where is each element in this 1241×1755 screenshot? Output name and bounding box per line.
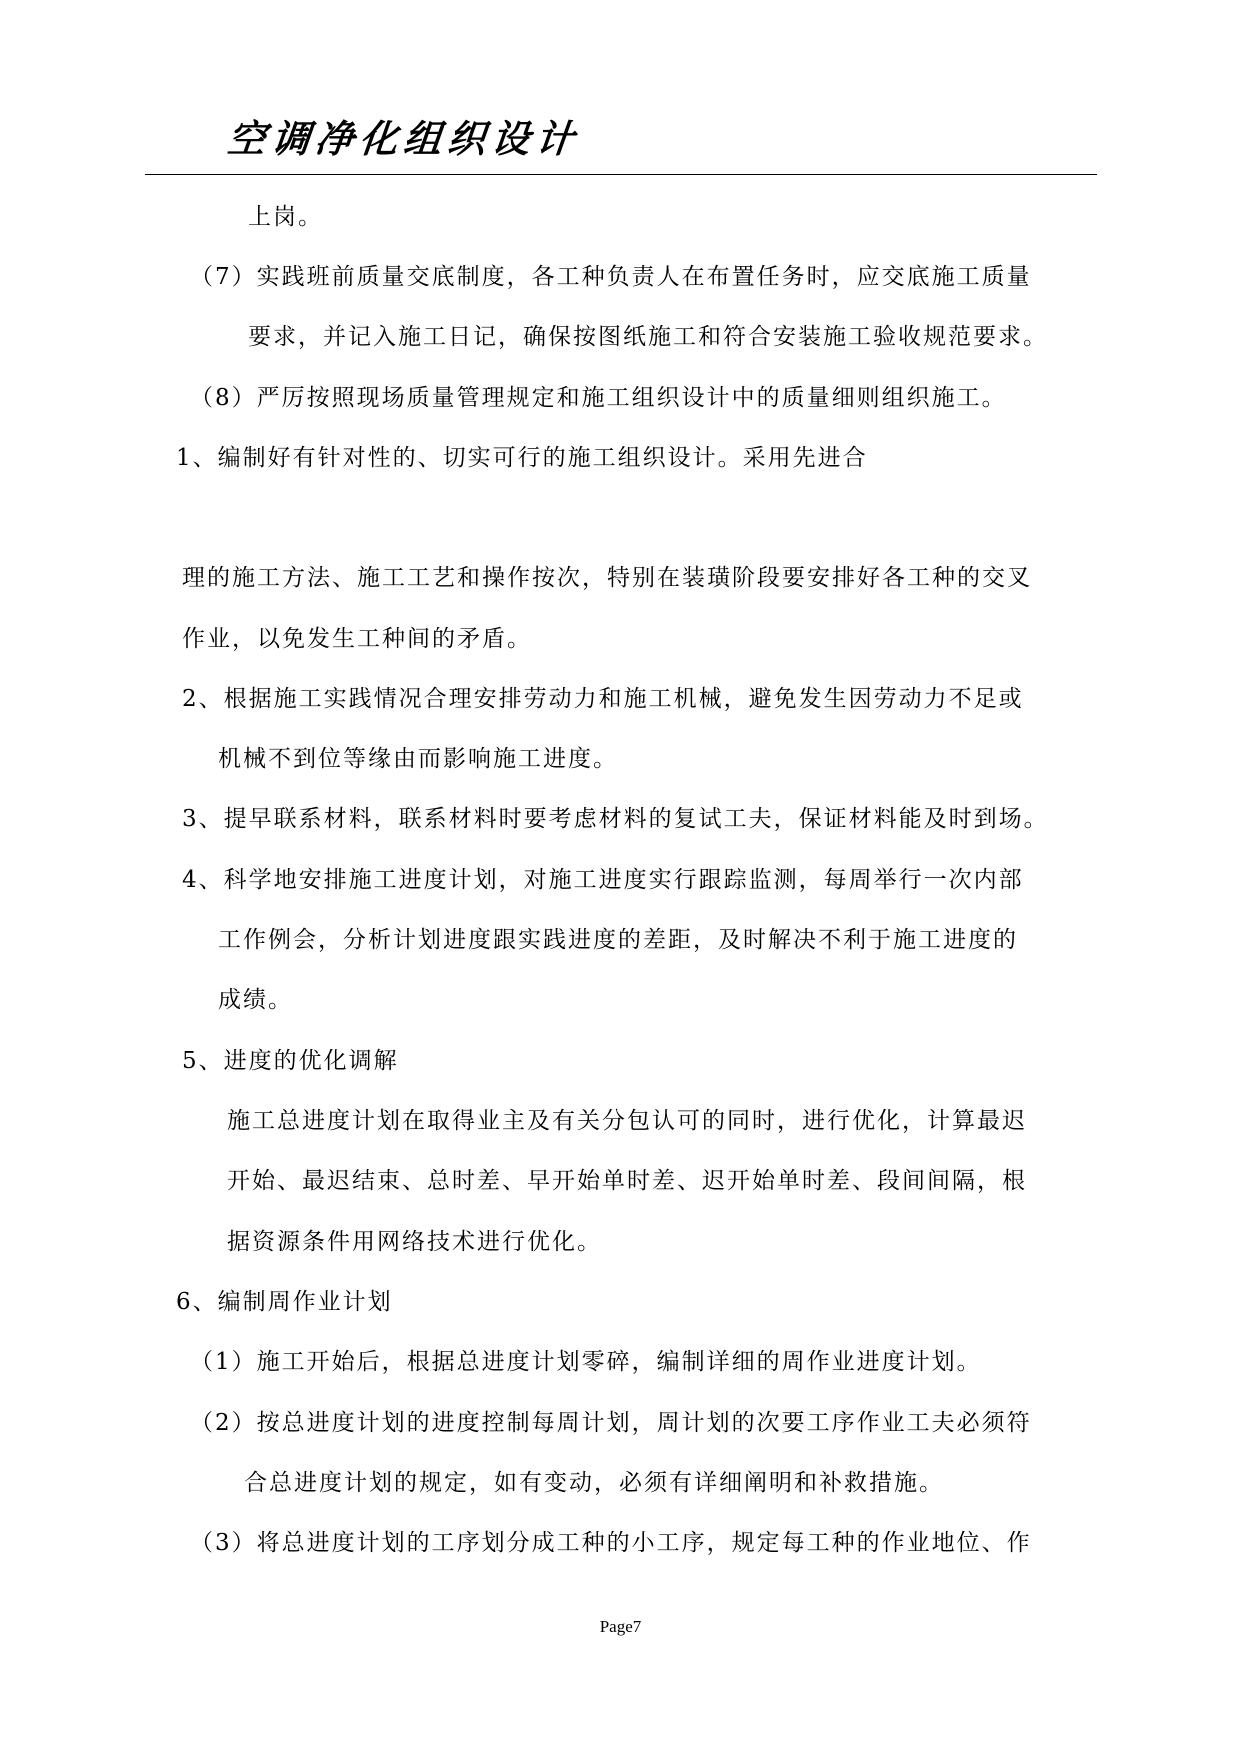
body-line: 2、根据施工实践情况合理安排劳动力和施工机械，避免发生因劳动力不足或: [182, 686, 1024, 712]
body-line: 要求，并记入施工日记，确保按图纸施工和符合安装施工验收规范要求。: [248, 324, 1048, 350]
body-line: （3）将总进度计划的工序划分成工种的小工序，规定每工种的作业地位、作: [190, 1530, 1032, 1556]
body-line: （1）施工开始后，根据总进度计划零碎，编制详细的周作业进度计划。: [190, 1349, 982, 1375]
body-line: 作业，以免发生工种间的矛盾。: [182, 626, 532, 652]
body-line: （8）严厉按照现场质量管理规定和施工组织设计中的质量细则组织施工。: [190, 385, 1007, 411]
body-line: （7）实践班前质量交底制度，各工种负责人在布置任务时，应交底施工质量: [190, 264, 1032, 290]
body-line: 施工总进度计划在取得业主及有关分包认可的同时，进行优化，计算最迟: [227, 1108, 1027, 1134]
body-line: 理的施工方法、施工工艺和操作按次，特别在装璜阶段要安排好各工种的交叉: [182, 565, 1032, 591]
body-line: 5、进度的优化调解: [182, 1048, 399, 1074]
body-line: 6、编制周作业计划: [176, 1289, 393, 1315]
body-line: 上岗。: [248, 204, 323, 230]
body-line: 开始、最迟结束、总时差、早开始单时差、迟开始单时差、段间间隔，根: [227, 1168, 1027, 1194]
body-line: 机械不到位等缘由而影响施工进度。: [218, 746, 618, 772]
page-header-title: 空调净化组织设计: [225, 117, 582, 161]
body-line: 工作例会，分析计划进度跟实践进度的差距，及时解决不利于施工进度的: [218, 927, 1018, 953]
body-line: 4、科学地安排施工进度计划，对施工进度实行跟踪监测，每周举行一次内部: [182, 867, 1024, 893]
body-line: 成绩。: [218, 987, 293, 1013]
header-rule: [145, 174, 1097, 175]
body-line: 1、编制好有针对性的、切实可行的施工组织设计。采用先进合: [176, 445, 868, 471]
body-line: 合总进度计划的规定，如有变动，必须有详细阐明和补救措施。: [244, 1470, 944, 1496]
body-line: 3、提早联系材料，联系材料时要考虑材料的复试工夫，保证材料能及时到场。: [182, 806, 1049, 832]
page-number: Page7: [599, 1617, 642, 1636]
body-line: （2）按总进度计划的进度控制每周计划，周计划的次要工序作业工夫必须符: [190, 1410, 1032, 1436]
body-line: 据资源条件用网络技术进行优化。: [227, 1229, 602, 1255]
